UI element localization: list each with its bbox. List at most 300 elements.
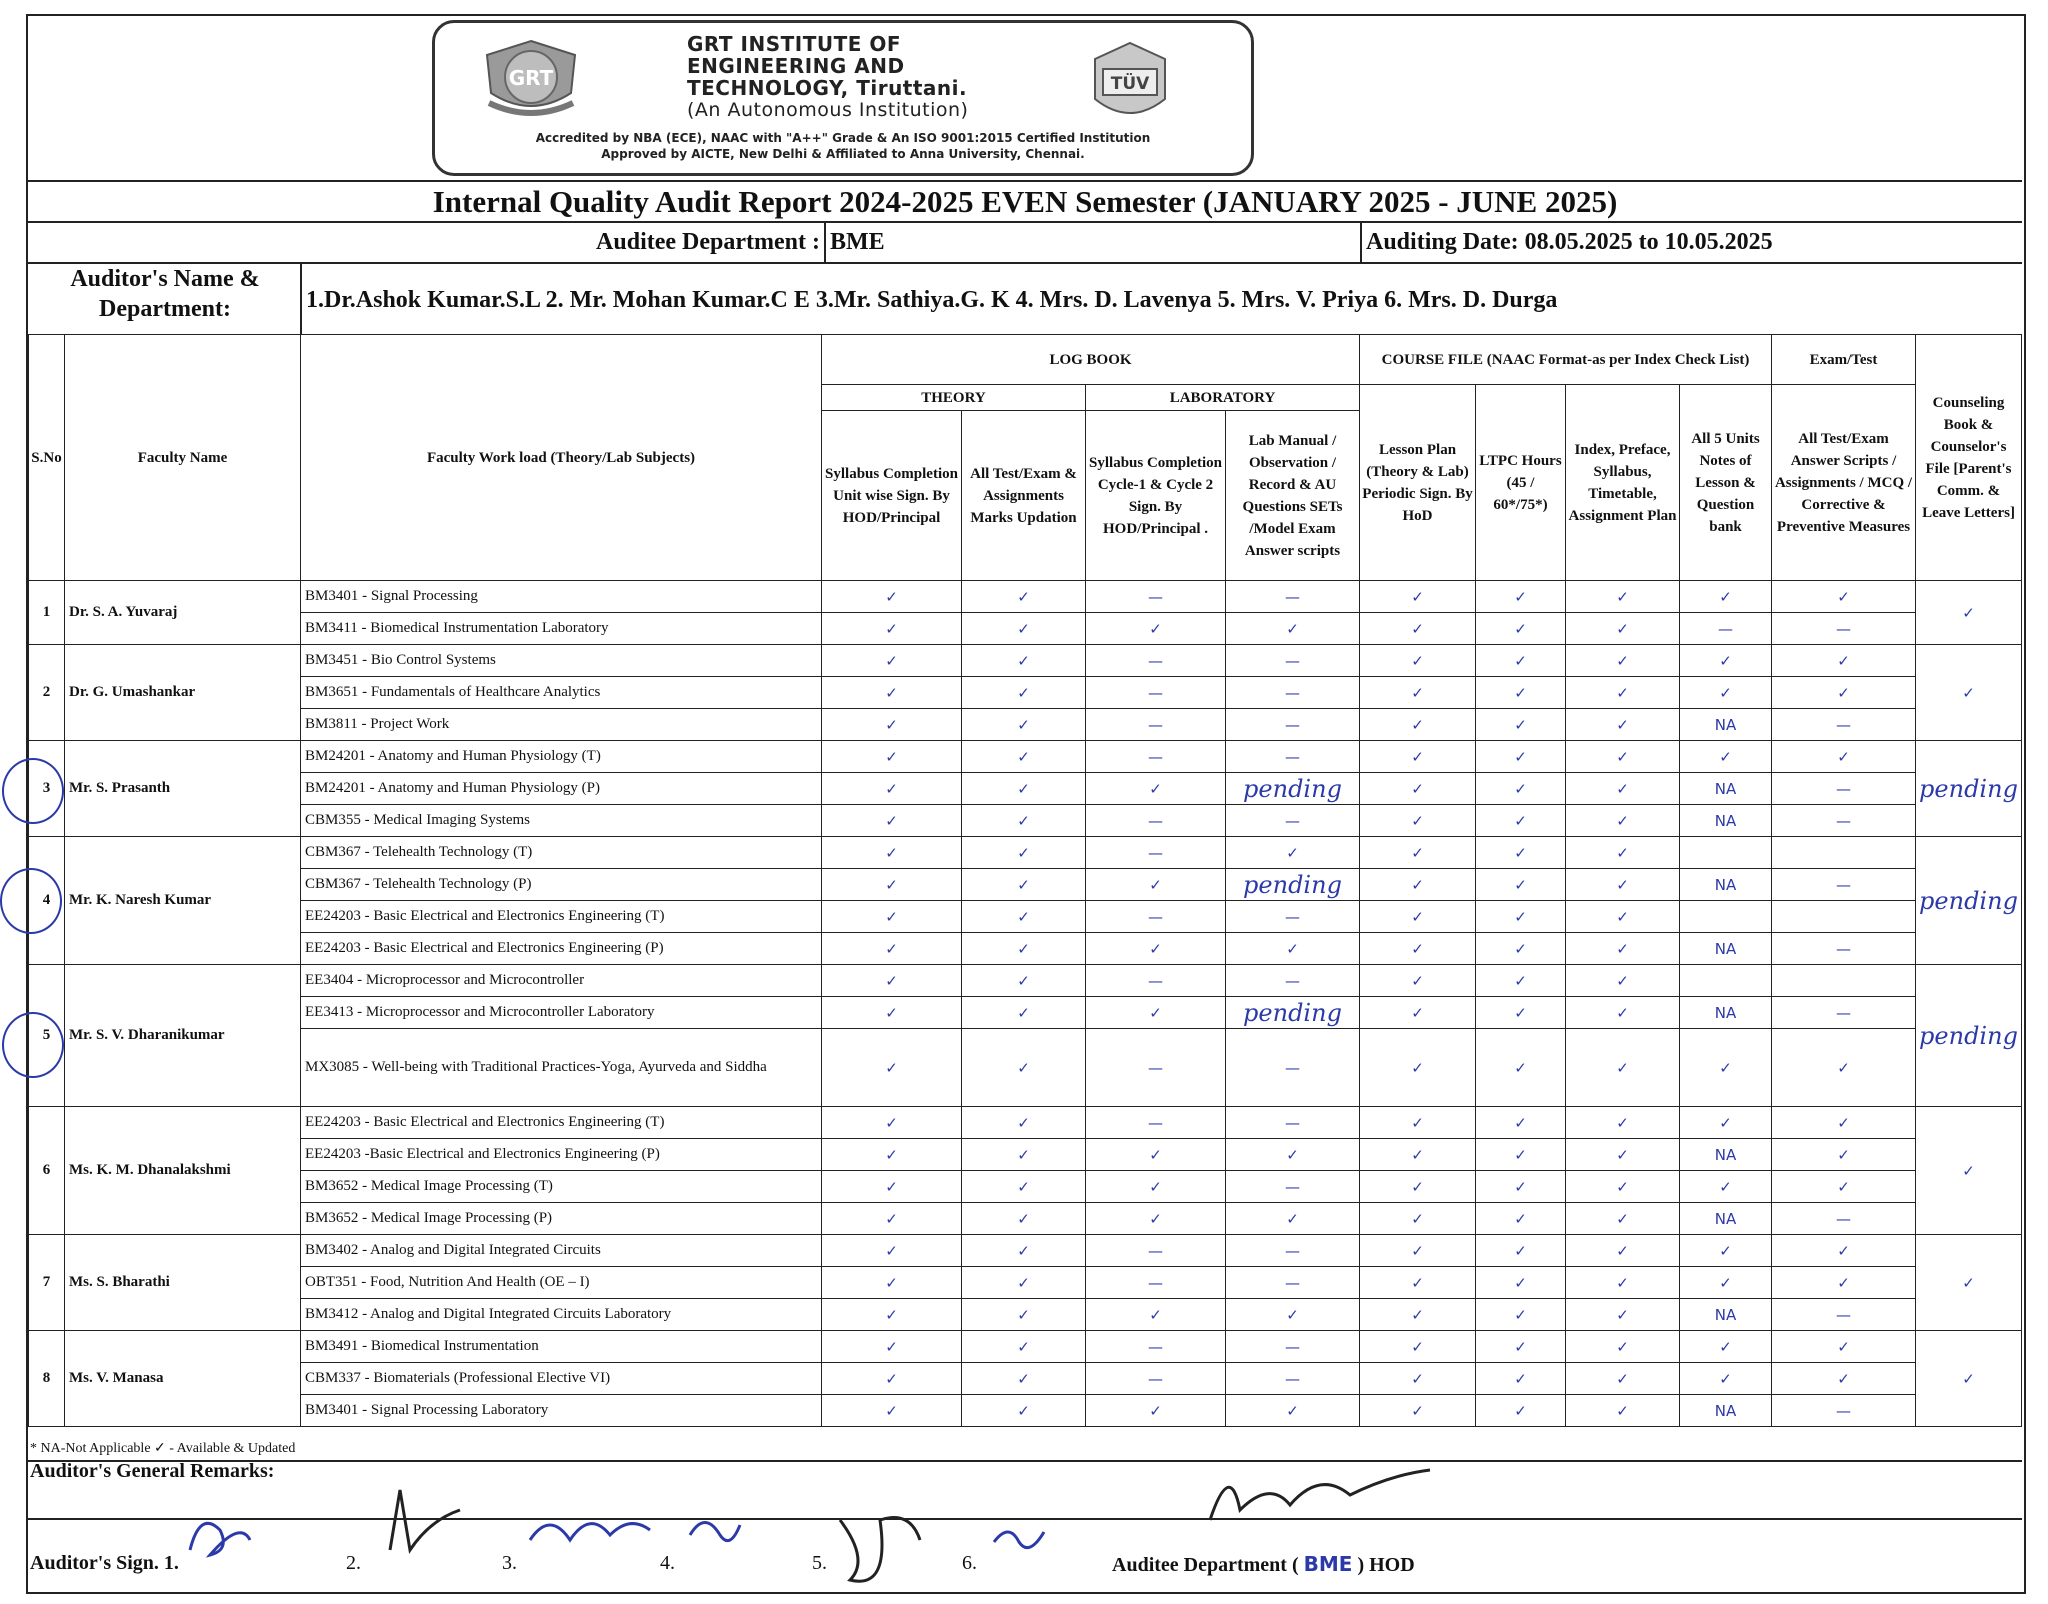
check-icon: ✓ (822, 837, 962, 869)
check-icon: ✓ (822, 645, 962, 677)
check-icon: ✓ (822, 1235, 962, 1267)
check-icon: ✓ (1680, 741, 1772, 773)
check-icon: ✓ (1680, 1331, 1772, 1363)
audit-mark: — (1226, 709, 1360, 741)
audit-mark: — (1086, 677, 1226, 709)
audit-mark: — (1086, 581, 1226, 613)
check-icon: ✓ (1476, 1203, 1566, 1235)
table-row (29, 901, 2022, 933)
audit-mark: — (1086, 1363, 1226, 1395)
check-icon: ✓ (1360, 1331, 1476, 1363)
check-icon: ✓ (1772, 741, 1916, 773)
audit-mark: — (1086, 965, 1226, 997)
check-icon: ✓ (1772, 645, 1916, 677)
check-icon: ✓ (1086, 773, 1226, 805)
check-icon: ✓ (1476, 901, 1566, 933)
check-icon: ✓ (1476, 837, 1566, 869)
subject-workload: MX3085 - Well-being with Traditional Practices-Yoga, Ayurveda and Siddha (301, 1029, 822, 1107)
check-icon: ✓ (822, 613, 962, 645)
check-icon: ✓ (1566, 709, 1680, 741)
check-icon: ✓ (1360, 773, 1476, 805)
check-icon: ✓ (962, 1267, 1086, 1299)
check-icon: ✓ (962, 1395, 1086, 1427)
subject-workload: CBM355 - Medical Imaging Systems (301, 805, 822, 837)
check-icon: ✓ (1360, 1363, 1476, 1395)
check-icon: ✓ (822, 805, 962, 837)
ink-circle (2, 758, 64, 824)
serial-number: 7 (29, 1235, 65, 1331)
check-icon: ✓ (1086, 933, 1226, 965)
auditee-sign-prefix: Auditee Department ( (1112, 1554, 1299, 1576)
check-icon: ✓ (1772, 1029, 1916, 1107)
check-icon: ✓ (1226, 1299, 1360, 1331)
audit-mark: — (1086, 805, 1226, 837)
faculty-name: Dr. S. A. Yuvaraj (65, 581, 301, 645)
check-icon: ✓ (1476, 773, 1566, 805)
check-icon: ✓ (822, 1331, 962, 1363)
inst-line1: GRT INSTITUTE OF (687, 32, 902, 56)
check-icon: ✓ (1476, 1029, 1566, 1107)
table-row (29, 613, 2022, 645)
check-icon: ✓ (1772, 1363, 1916, 1395)
check-icon: ✓ (1360, 933, 1476, 965)
check-icon: ✓ (1566, 901, 1680, 933)
divider (28, 262, 2022, 264)
check-icon: ✓ (1476, 997, 1566, 1029)
check-icon: ✓ (1226, 613, 1360, 645)
divider (28, 1518, 2022, 1520)
check-icon: ✓ (1476, 1107, 1566, 1139)
audit-mark: — (1772, 933, 1916, 965)
audit-mark: — (1772, 1299, 1916, 1331)
check-icon: ✓ (1566, 741, 1680, 773)
audit-mark: — (1226, 1267, 1360, 1299)
faculty-name: Dr. G. Umashankar (65, 645, 301, 741)
check-icon: ✓ (1680, 1363, 1772, 1395)
table-row (29, 869, 2022, 901)
auditee-department-label: Auditee Department : (596, 229, 820, 255)
legend: * NA-Not Applicable ✓ - Available & Updated (30, 1441, 296, 1456)
check-icon: ✓ (1476, 1395, 1566, 1427)
check-icon: ✓ (1566, 805, 1680, 837)
check-icon: ✓ (1360, 805, 1476, 837)
check-icon: ✓ (962, 1363, 1086, 1395)
check-icon: ✓ (1360, 613, 1476, 645)
audit-mark: — (1226, 1029, 1360, 1107)
check-icon: ✓ (962, 773, 1086, 805)
check-icon: ✓ (1566, 1267, 1680, 1299)
check-icon: ✓ (1476, 613, 1566, 645)
grt-logo-text: GRT (508, 66, 554, 90)
subject-workload: BM3652 - Medical Image Processing (P) (301, 1203, 822, 1235)
check-icon: ✓ (962, 741, 1086, 773)
check-icon: ✓ (1226, 1395, 1360, 1427)
serial-number: 4 (29, 837, 65, 965)
table-row (29, 1139, 2022, 1171)
audit-mark: — (1680, 613, 1772, 645)
check-icon: ✓ (1566, 677, 1680, 709)
subject-workload: EE24203 - Basic Electrical and Electronics Engineering (T) (301, 1107, 822, 1139)
check-icon: ✓ (1680, 677, 1772, 709)
table-row (29, 1203, 2022, 1235)
check-icon: ✓ (1476, 1171, 1566, 1203)
table-row (29, 1235, 2022, 1267)
check-icon: ✓ (962, 869, 1086, 901)
header-col: Syllabus Completion Cycle-1 & Cycle 2 Sign. By HOD/Principal . (1086, 411, 1226, 581)
check-icon: ✓ (822, 1139, 962, 1171)
check-icon: ✓ (1360, 1139, 1476, 1171)
audit-mark: — (1086, 645, 1226, 677)
audit-mark: — (1086, 1235, 1226, 1267)
table-row (29, 581, 2022, 613)
check-icon: ✓ (822, 997, 962, 1029)
audit-mark: — (1086, 741, 1226, 773)
header-workload: Faculty Work load (Theory/Lab Subjects) (301, 335, 822, 581)
header-exam-test: Exam/Test (1772, 335, 1916, 385)
check-icon: ✓ (962, 1139, 1086, 1171)
check-icon: ✓ (1772, 1139, 1916, 1171)
audit-mark: — (1226, 677, 1360, 709)
check-icon: ✓ (1566, 1395, 1680, 1427)
inst-line2: ENGINEERING AND (687, 54, 905, 78)
check-icon: ✓ (822, 581, 962, 613)
table-row (29, 1029, 2022, 1107)
table-row (29, 1395, 2022, 1427)
subject-workload: EE24203 -Basic Electrical and Electronics Engineering (P) (301, 1139, 822, 1171)
ink-circle (2, 1012, 64, 1078)
check-icon: ✓ (962, 645, 1086, 677)
table-row (29, 677, 2022, 709)
check-icon: ✓ (1360, 837, 1476, 869)
serial-number: 5 (29, 965, 65, 1107)
header-log-book: LOG BOOK (822, 335, 1360, 385)
check-icon: ✓ (822, 741, 962, 773)
check-icon: ✓ (1566, 965, 1680, 997)
check-icon: ✓ (962, 933, 1086, 965)
header-sno: S.No (29, 335, 65, 581)
check-icon: ✓ (1772, 581, 1916, 613)
check-icon: ✓ (962, 1299, 1086, 1331)
audit-mark: — (1772, 773, 1916, 805)
subject-workload: BM3451 - Bio Control Systems (301, 645, 822, 677)
header-col: All 5 Units Notes of Lesson & Question bank (1680, 385, 1772, 581)
faculty-name: Mr. K. Naresh Kumar (65, 837, 301, 965)
check-icon: ✓ (962, 1235, 1086, 1267)
check-icon: ✓ (1680, 1267, 1772, 1299)
check-icon: ✓ (1360, 869, 1476, 901)
table-row (29, 805, 2022, 837)
check-icon: ✓ (1360, 645, 1476, 677)
check-icon: ✓ (1226, 933, 1360, 965)
check-icon: ✓ (1360, 581, 1476, 613)
check-icon: ✓ (1680, 1235, 1772, 1267)
check-icon: ✓ (1566, 997, 1680, 1029)
not-applicable-mark: NA (1680, 1139, 1772, 1171)
tuv-logo-text: TÜV (1110, 74, 1150, 94)
check-icon: ✓ (1360, 1395, 1476, 1427)
check-icon: ✓ (822, 773, 962, 805)
audit-mark: — (1086, 709, 1226, 741)
check-icon: ✓ (1360, 741, 1476, 773)
auditing-date: Auditing Date: 08.05.2025 to 10.05.2025 (1366, 229, 1773, 255)
inst-line3: TECHNOLOGY, Tiruttani. (687, 76, 968, 100)
divider (1360, 222, 1362, 262)
divider (824, 222, 826, 262)
subject-workload: OBT351 - Food, Nutrition And Health (OE – I) (301, 1267, 822, 1299)
serial-number: 8 (29, 1331, 65, 1427)
audit-mark: — (1226, 1171, 1360, 1203)
audit-mark (1680, 965, 1772, 997)
audit-mark: — (1772, 613, 1916, 645)
check-icon: ✓ (962, 677, 1086, 709)
check-icon: ✓ (1226, 837, 1360, 869)
table-row (29, 1299, 2022, 1331)
not-applicable-mark: NA (1680, 1395, 1772, 1427)
check-icon: ✓ (822, 1171, 962, 1203)
pending-mark: pending (1226, 997, 1360, 1029)
check-icon: ✓ (962, 581, 1086, 613)
not-applicable-mark: NA (1680, 709, 1772, 741)
check-icon: ✓ (822, 965, 962, 997)
remarks-label: Auditor's General Remarks: (30, 1460, 275, 1482)
header-course-file: COURSE FILE (NAAC Format-as per Index Check List) (1360, 335, 1772, 385)
check-icon: ✓ (1680, 581, 1772, 613)
audit-mark: — (1086, 1331, 1226, 1363)
check-icon: ✓ (822, 901, 962, 933)
sign-6-label: 6. (962, 1552, 977, 1574)
check-icon: ✓ (1566, 1107, 1680, 1139)
header-theory: THEORY (822, 385, 1086, 411)
audit-mark: — (1086, 1267, 1226, 1299)
check-icon: ✓ (1566, 933, 1680, 965)
check-icon: ✓ (822, 869, 962, 901)
audit-mark (1680, 901, 1772, 933)
audit-mark: — (1086, 1029, 1226, 1107)
audit-mark: — (1226, 1363, 1360, 1395)
header-col: Syllabus Completion Unit wise Sign. By HOD/Principal (822, 411, 962, 581)
table-row (29, 1171, 2022, 1203)
check-icon: ✓ (1566, 581, 1680, 613)
serial-number: 6 (29, 1107, 65, 1235)
check-icon: ✓ (1086, 1139, 1226, 1171)
check-icon: ✓ (1476, 869, 1566, 901)
counseling-check-icon: ✓ (1916, 581, 2022, 645)
header-counseling: Counseling Book & Counselor's File [Parent's Comm. & Leave Letters] (1916, 335, 2022, 581)
audit-mark: — (1226, 581, 1360, 613)
check-icon: ✓ (962, 1203, 1086, 1235)
audit-mark: — (1226, 1235, 1360, 1267)
check-icon: ✓ (1566, 837, 1680, 869)
not-applicable-mark: NA (1680, 869, 1772, 901)
divider (300, 264, 302, 334)
subject-workload: BM3411 - Biomedical Instrumentation Laboratory (301, 613, 822, 645)
table-row (29, 837, 2022, 869)
check-icon: ✓ (1566, 1331, 1680, 1363)
check-icon: ✓ (1476, 581, 1566, 613)
tuv-certification-icon (1085, 39, 1175, 129)
check-icon: ✓ (962, 965, 1086, 997)
inst-line4: (An Autonomous Institution) (687, 99, 969, 121)
check-icon: ✓ (962, 613, 1086, 645)
faculty-name: Mr. S. V. Dharanikumar (65, 965, 301, 1107)
check-icon: ✓ (822, 1267, 962, 1299)
check-icon: ✓ (822, 1395, 962, 1427)
check-icon: ✓ (822, 1203, 962, 1235)
check-icon: ✓ (962, 1029, 1086, 1107)
audit-mark (1772, 965, 1916, 997)
institution-name (687, 33, 968, 121)
check-icon: ✓ (1086, 869, 1226, 901)
header-col: Lesson Plan (Theory & Lab) Periodic Sign. By HoD (1360, 385, 1476, 581)
check-icon: ✓ (1086, 613, 1226, 645)
check-icon: ✓ (1360, 1107, 1476, 1139)
check-icon: ✓ (962, 837, 1086, 869)
check-icon: ✓ (1566, 1029, 1680, 1107)
table-row (29, 645, 2022, 677)
check-icon: ✓ (822, 1299, 962, 1331)
subject-workload: BM3412 - Analog and Digital Integrated Circuits Laboratory (301, 1299, 822, 1331)
header-faculty-name: Faculty Name (65, 335, 301, 581)
check-icon: ✓ (1476, 805, 1566, 837)
check-icon: ✓ (962, 805, 1086, 837)
audit-mark: — (1226, 901, 1360, 933)
subject-workload: BM3651 - Fundamentals of Healthcare Analytics (301, 677, 822, 709)
audit-mark (1680, 837, 1772, 869)
check-icon: ✓ (1680, 1107, 1772, 1139)
grt-logo-icon (475, 37, 587, 121)
check-icon: ✓ (1086, 1203, 1226, 1235)
institution-header (432, 20, 1254, 176)
signature-row (28, 1540, 2022, 1586)
table-row (29, 1267, 2022, 1299)
check-icon: ✓ (1772, 1331, 1916, 1363)
pending-mark: pending (1226, 869, 1360, 901)
table-row (29, 1331, 2022, 1363)
ink-circle (0, 868, 62, 934)
check-icon: ✓ (1476, 1299, 1566, 1331)
check-icon: ✓ (1360, 1267, 1476, 1299)
header-col: All Test/Exam & Assignments Marks Updation (962, 411, 1086, 581)
not-applicable-mark: NA (1680, 805, 1772, 837)
check-icon: ✓ (1360, 1029, 1476, 1107)
counseling-pending-mark: pending (1916, 837, 2022, 965)
header-col: Lab Manual / Observation / Record & AU Questions SETs /Model Exam Answer scripts (1226, 411, 1360, 581)
check-icon: ✓ (1566, 613, 1680, 645)
sign-2-label: 2. (346, 1552, 361, 1574)
check-icon: ✓ (1566, 1235, 1680, 1267)
counseling-pending-mark: pending (1916, 741, 2022, 837)
check-icon: ✓ (1476, 741, 1566, 773)
report-title: Internal Quality Audit Report 2024-2025 EVEN Semester (JANUARY 2025 - JUNE 2025) (432, 184, 1618, 219)
faculty-name: Ms. S. Bharathi (65, 1235, 301, 1331)
subject-workload: BM3401 - Signal Processing (301, 581, 822, 613)
check-icon: ✓ (1476, 933, 1566, 965)
auditor-label: Auditor's Name & Department: (70, 266, 260, 322)
check-icon: ✓ (1476, 709, 1566, 741)
check-icon: ✓ (1226, 1139, 1360, 1171)
audit-mark (1772, 837, 1916, 869)
check-icon: ✓ (822, 677, 962, 709)
table-row (29, 1363, 2022, 1395)
audit-mark: — (1226, 1331, 1360, 1363)
check-icon: ✓ (1566, 1363, 1680, 1395)
table-row (29, 773, 2022, 805)
table-row (29, 997, 2022, 1029)
audit-mark (1772, 901, 1916, 933)
header-col: All Test/Exam Answer Scripts / Assignments / MCQ / Corrective & Preventive Measures (1772, 385, 1916, 581)
not-applicable-mark: NA (1680, 933, 1772, 965)
subject-workload: CBM367 - Telehealth Technology (P) (301, 869, 822, 901)
subject-workload: BM3491 - Biomedical Instrumentation (301, 1331, 822, 1363)
sign-3-label: 3. (502, 1552, 517, 1574)
sign-5-label: 5. (812, 1552, 827, 1574)
check-icon: ✓ (962, 709, 1086, 741)
check-icon: ✓ (1772, 1267, 1916, 1299)
check-icon: ✓ (962, 1107, 1086, 1139)
auditor-sign-label: Auditor's Sign. 1. (30, 1552, 179, 1574)
audit-mark: — (1086, 837, 1226, 869)
audit-mark: — (1086, 901, 1226, 933)
auditee-dept-handwritten: BME (1303, 1552, 1353, 1576)
check-icon: ✓ (822, 709, 962, 741)
check-icon: ✓ (1476, 645, 1566, 677)
check-icon: ✓ (1476, 1267, 1566, 1299)
check-icon: ✓ (822, 1029, 962, 1107)
subject-workload: EE3413 - Microprocessor and Microcontroller Laboratory (301, 997, 822, 1029)
table-row (29, 709, 2022, 741)
check-icon: ✓ (1476, 1363, 1566, 1395)
check-icon: ✓ (1772, 677, 1916, 709)
counseling-check-icon: ✓ (1916, 1235, 2022, 1331)
check-icon: ✓ (1086, 997, 1226, 1029)
check-icon: ✓ (1360, 1171, 1476, 1203)
audit-mark: — (1226, 645, 1360, 677)
audit-mark: — (1226, 965, 1360, 997)
approval-text: Approved by AICTE, New Delhi & Affiliated to Anna University, Chennai. (601, 147, 1085, 161)
check-icon: ✓ (962, 1331, 1086, 1363)
table-row (29, 933, 2022, 965)
subject-workload: CBM337 - Biomaterials (Professional Elective VI) (301, 1363, 822, 1395)
check-icon: ✓ (1360, 709, 1476, 741)
auditee-department-value: BME (830, 229, 885, 255)
subject-workload: BM24201 - Anatomy and Human Physiology (P) (301, 773, 822, 805)
subject-workload: BM3811 - Project Work (301, 709, 822, 741)
sign-4-label: 4. (660, 1552, 675, 1574)
check-icon: ✓ (1086, 1171, 1226, 1203)
check-icon: ✓ (1476, 1235, 1566, 1267)
faculty-name: Ms. V. Manasa (65, 1331, 301, 1427)
check-icon: ✓ (1566, 645, 1680, 677)
faculty-name: Mr. S. Prasanth (65, 741, 301, 837)
check-icon: ✓ (1476, 1139, 1566, 1171)
not-applicable-mark: NA (1680, 1203, 1772, 1235)
subject-workload: BM24201 - Anatomy and Human Physiology (T) (301, 741, 822, 773)
audit-mark: — (1772, 997, 1916, 1029)
check-icon: ✓ (1086, 1299, 1226, 1331)
check-icon: ✓ (1566, 869, 1680, 901)
check-icon: ✓ (1086, 1395, 1226, 1427)
check-icon: ✓ (1226, 1203, 1360, 1235)
subject-workload: EE24203 - Basic Electrical and Electronics Engineering (T) (301, 901, 822, 933)
check-icon: ✓ (1566, 1299, 1680, 1331)
check-icon: ✓ (1680, 1029, 1772, 1107)
header-col: LTPC Hours (45 / 60*/75*) (1476, 385, 1566, 581)
check-icon: ✓ (1680, 645, 1772, 677)
faculty-name: Ms. K. M. Dhanalakshmi (65, 1107, 301, 1235)
check-icon: ✓ (1476, 677, 1566, 709)
check-icon: ✓ (1566, 1139, 1680, 1171)
divider (28, 1460, 2022, 1462)
